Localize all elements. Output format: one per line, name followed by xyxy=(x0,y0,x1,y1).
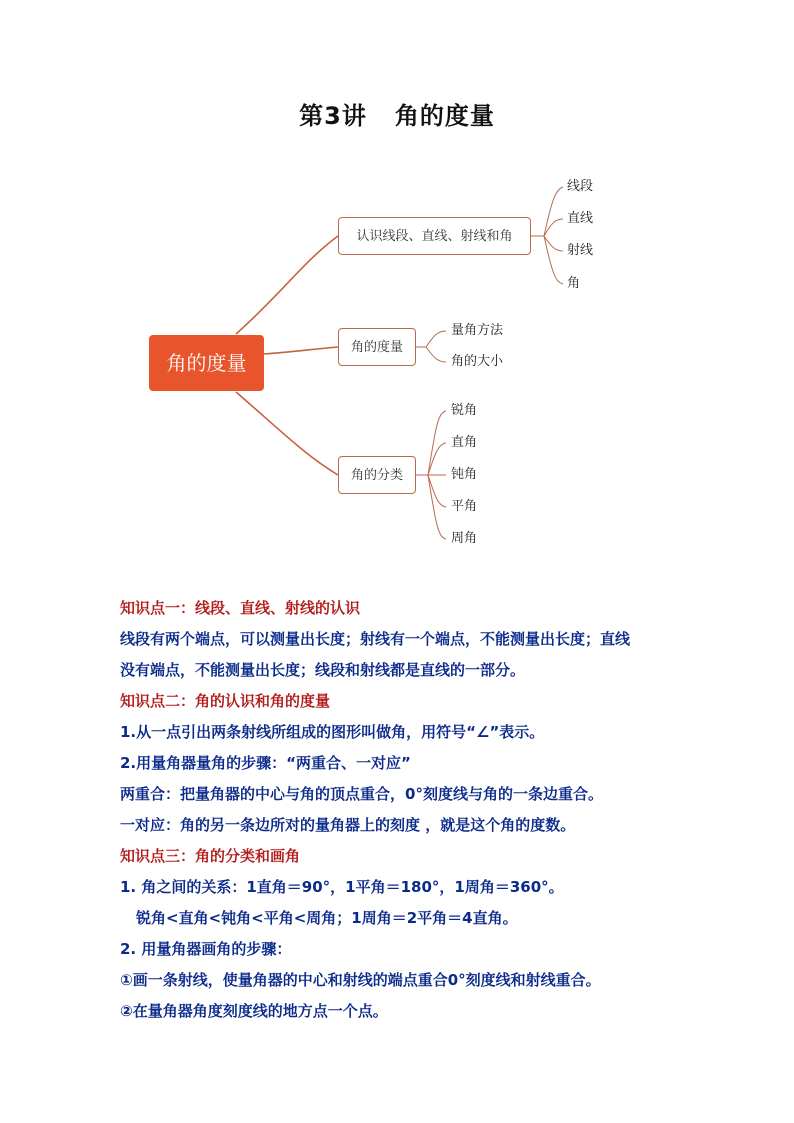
mindmap-branch-2: 角的度量 xyxy=(338,328,416,366)
knowledge-points xyxy=(120,593,690,1027)
body-text: 没有端点，不能测量出长度；线段和射线都是直线的一部分。 xyxy=(120,661,526,679)
mindmap-root: 角的度量 xyxy=(149,335,264,391)
body-text: ①画一条射线，使量角器的中心和射线的端点重合0°刻度线和射线重合。 xyxy=(120,971,601,989)
connector-root-branch-2 xyxy=(264,347,338,354)
lecture-topic: 角的度量 xyxy=(394,102,495,130)
connector-leaf-2-2 xyxy=(426,347,446,362)
mindmap-leaf: 钝角 xyxy=(451,467,478,482)
body-text: 一对应：角的另一条边所对的量角器上的刻度 ，就是这个角的度数。 xyxy=(120,816,576,834)
section-heading: 知识点三：角的分类和画角 xyxy=(120,847,301,865)
mindmap-leaf: 直线 xyxy=(567,211,594,226)
body-text: 两重合：把量角器的中心与角的顶点重合，0°刻度线与角的一条边重合。 xyxy=(120,785,603,803)
mindmap-leaf: 锐角 xyxy=(451,403,478,418)
connector-leaf-1-1 xyxy=(544,187,563,236)
body-text: 1. 角之间的关系：1直角＝90°，1平角＝180°，1周角＝360°。 xyxy=(120,878,564,896)
mindmap-leaf: 直角 xyxy=(451,435,478,450)
mindmap-branch-3: 角的分类 xyxy=(338,456,416,494)
mindmap-branch-1: 认识线段、直线、射线和角 xyxy=(338,217,531,255)
mindmap-leaf: 量角方法 xyxy=(451,323,504,338)
mindmap-leaf: 角 xyxy=(567,276,581,291)
mindmap-leaf: 线段 xyxy=(567,179,594,194)
connector-root-branch-3 xyxy=(236,392,338,475)
section-heading: 知识点二：角的认识和角的度量 xyxy=(120,692,331,710)
body-text: 1.从一点引出两条射线所组成的图形叫做角，用符号“∠”表示。 xyxy=(120,723,545,741)
mindmap-leaf: 周角 xyxy=(451,531,478,546)
mindmap-leaf: 角的大小 xyxy=(451,354,504,369)
body-text: 2. 用量角器画角的步骤： xyxy=(120,940,292,958)
mindmap-leaf: 射线 xyxy=(567,243,594,258)
lecture-number: 第3讲 xyxy=(299,102,367,130)
connector-leaf-2-1 xyxy=(426,331,446,347)
body-text: 线段有两个端点，可以测量出长度；射线有一个端点，不能测量出长度；直线 xyxy=(120,630,631,648)
connector-leaf-1-4 xyxy=(544,236,563,284)
section-heading: 知识点一：线段、直线、射线的认识 xyxy=(120,599,361,617)
mindmap-leaf: 平角 xyxy=(451,499,478,514)
body-text: 2.用量角器量角的步骤：“两重合、一对应” xyxy=(120,754,411,772)
body-text: 锐角<直角<钝角<平角<周角；1周角＝2平角＝4直角。 xyxy=(136,909,518,927)
body-text: ②在量角器角度刻度线的地方点一个点。 xyxy=(120,1002,388,1020)
connector-root-branch-1 xyxy=(236,236,338,334)
